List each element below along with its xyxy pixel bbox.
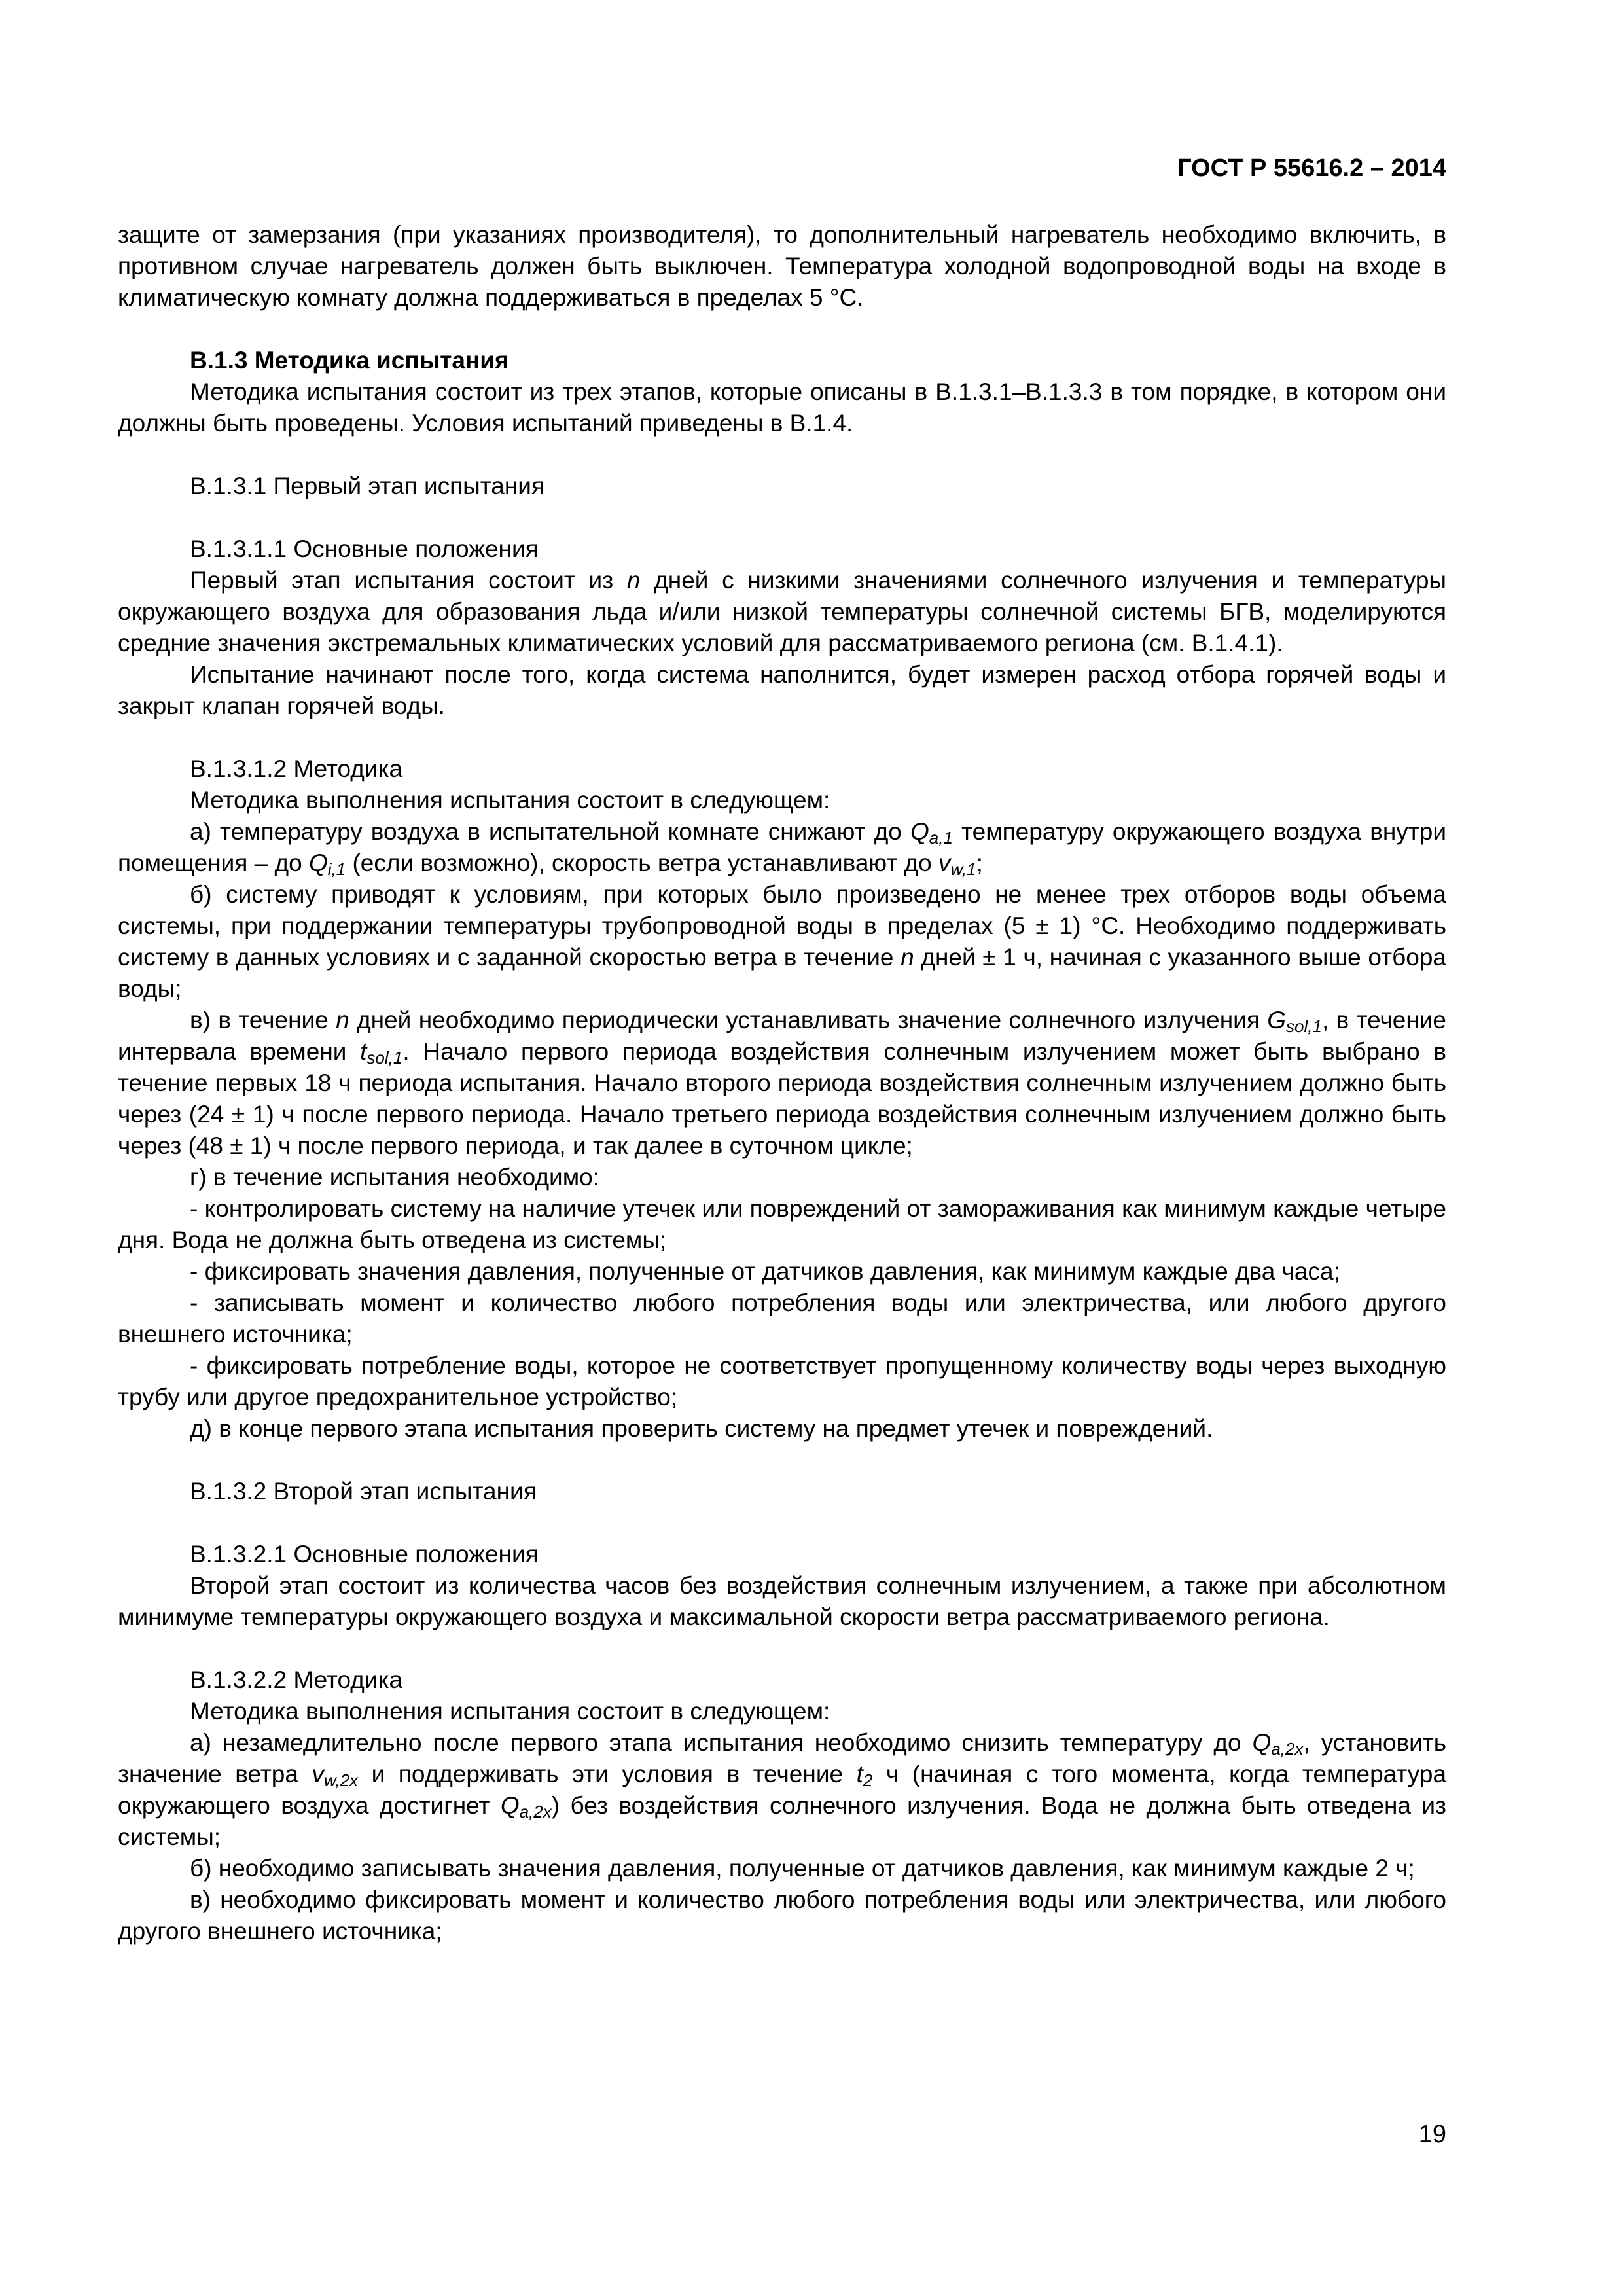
section-heading-b-1-3: В.1.3 Методика испытания (190, 347, 509, 374)
document-body (118, 219, 1446, 1947)
subsection-heading-b-1-3-2-1: В.1.3.2.1 Основные положения (190, 1541, 539, 1568)
subsection-heading-b-1-3-1: В.1.3.1 Первый этап испытания (190, 473, 545, 499)
paragraph: Первый этап испытания состоит из n дней с низкими значениями солнечного излучения и температуры окружающего воздуха для образования льда и/или низкой температуры солнечной системы БГВ, моделируются средние значения экстремальных климатических условий для рассматриваемого региона (см. В.1.4.1). (118, 567, 1446, 656)
subsection-heading-b-1-3-1-2: В.1.3.1.2 Методика (190, 755, 403, 782)
list-item: б) необходимо записывать значения давления, полученные от датчиков давления, как минимум каждые 2 ч; (190, 1855, 1415, 1882)
paragraph-continuation: защите от замерзания (при указаниях производителя), то дополнительный нагреватель необходимо включить, в противном случае нагреватель должен быть выключен. Температура холодной водопроводной воды на входе в климатическую комнату должна поддерживаться в пределах 5 °С. (118, 221, 1446, 311)
subsection-heading-b-1-3-1-1: В.1.3.1.1 Основные положения (190, 535, 539, 562)
list-item: - контролировать систему на наличие утечек или повреждений от замораживания как минимум каждые четыре дня. Вода не должна быть отведена из системы; (118, 1195, 1446, 1253)
list-item: - фиксировать значения давления, полученные от датчиков давления, как минимум каждые два часа; (190, 1258, 1340, 1285)
list-item: в) в течение n дней необходимо периодически устанавливать значение солнечного излучения $G_{sol,1}$, в течение интервала времени $t_{sol,1}$. Начало первого периода воздействия солнечным излучением может быть выбрано в течение первых 18 ч периода испытания. Начало второго периода воздействия солнечным излучением должно быть через (24 ± 1) ч после первого периода. Начало третьего периода воздействия солнечным излучением должно быть через (48 ± 1) ч после первого периода, и так далее в суточном цикле; (118, 1007, 1447, 1159)
list-item: г) в течение испытания необходимо: (190, 1164, 600, 1191)
list-item: д) в конце первого этапа испытания проверить систему на предмет утечек и повреждений. (190, 1415, 1213, 1442)
list-item: а) незамедлительно после первого этапа испытания необходимо снизить температуру до $Q_{a,2x}$, установить значение ветра $v_{w,2x}$ и поддерживать эти условия в течение $t_2$ ч (начиная с того момента, когда температура окружающего воздуха достигнет $Q_{a,2x}$) без воздействия солнечного излучения. Вода не должна быть отведена из системы; (118, 1729, 1447, 1850)
paragraph: Методика испытания состоит из трех этапов, которые описаны в В.1.3.1–В.1.3.3 в том порядке, в котором они должны быть проведены. Условия испытаний приведены в В.1.4. (118, 378, 1446, 437)
list-item: - записывать момент и количество любого потребления воды или электричества, или любого другого внешнего источника; (118, 1289, 1446, 1348)
paragraph: Испытание начинают после того, когда система наполнится, будет измерен расход отбора горячей воды и закрыт клапан горячей воды. (118, 661, 1446, 719)
list-item: в) необходимо фиксировать момент и количество любого потребления воды или электричества, или любого другого внешнего источника; (118, 1886, 1446, 1945)
paragraph: Методика выполнения испытания состоит в следующем: (190, 787, 830, 814)
subsection-heading-b-1-3-2: В.1.3.2 Второй этап испытания (190, 1478, 537, 1505)
list-item: а) температуру воздуха в испытательной комнате снижают до $Q_{a,1}$ температуру окружающего воздуха внутри помещения – до $Q_{i,1}$ (если возможно), скорость ветра устанавливают до $v_{w,1}$; (118, 818, 1446, 879)
paragraph: Второй этап состоит из количества часов без воздействия солнечным излучением, а также при абсолютном минимуме температуры окружающего воздуха и максимальной скорости ветра рассматриваемого региона. (118, 1572, 1446, 1630)
page-number: 19 (1418, 2121, 1446, 2148)
list-item: - фиксировать потребление воды, которое не соответствует пропущенному количеству воды через выходную трубу или другое предохранительное устройство; (118, 1352, 1446, 1410)
standard-header: ГОСТ Р 55616.2 – 2014 (1177, 154, 1446, 182)
paragraph: Методика выполнения испытания состоит в следующем: (190, 1698, 830, 1725)
list-item: б) систему приводят к условиям, при которых было произведено не менее трех отборов воды объема системы, при поддержании температуры трубопроводной воды в пределах (5 ± 1) °С. Необходимо поддерживать систему в данных условиях и с заданной скоростью ветра в течение n дней ± 1 ч, начиная с указанного выше отбора воды; (118, 881, 1446, 1002)
subsection-heading-b-1-3-2-2: В.1.3.2.2 Методика (190, 1666, 403, 1693)
